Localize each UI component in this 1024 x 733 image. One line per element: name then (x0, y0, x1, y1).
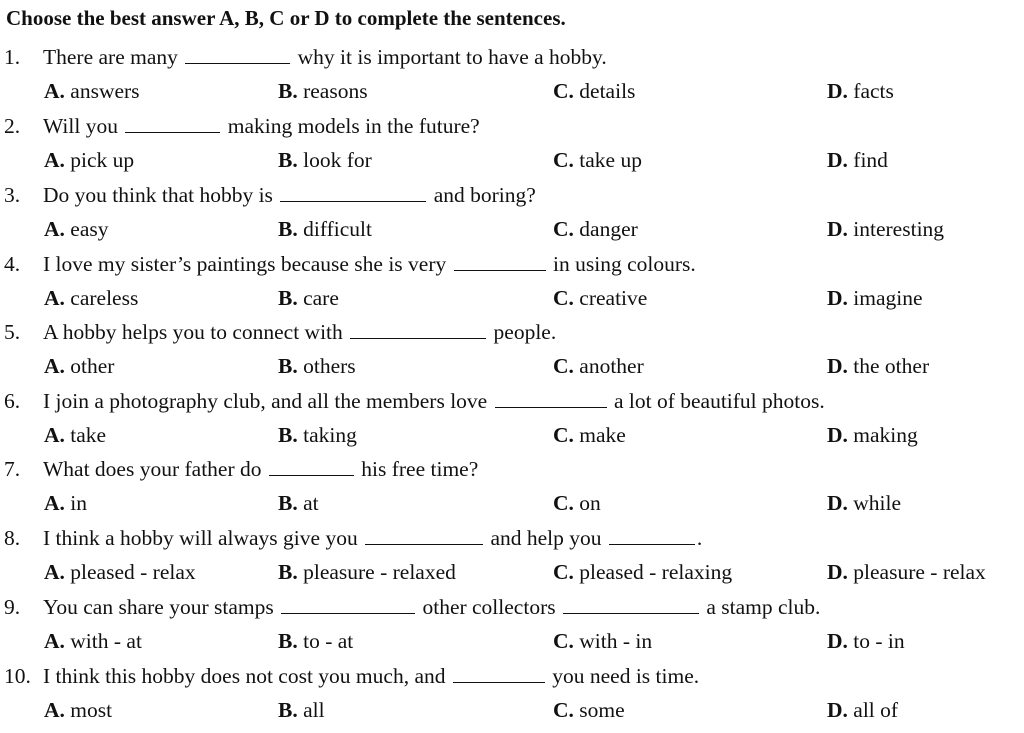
question-text (43, 109, 480, 143)
option-text: some (573, 698, 625, 722)
option-text: other (64, 354, 115, 378)
option-letter: A. (44, 491, 65, 515)
option-b (278, 418, 357, 452)
question-number: 6. (4, 389, 21, 413)
option-letter: A. (44, 148, 65, 172)
question-text-part: I love my sister’s paintings because she is very (43, 252, 452, 276)
option-c (553, 281, 647, 315)
option-c (553, 624, 652, 658)
option-c (553, 74, 635, 108)
question-text-part: Do you think that hobby is (43, 183, 279, 207)
question-number: 8. (4, 526, 21, 550)
option-letter: C. (553, 148, 574, 172)
answer-blank (453, 681, 545, 683)
option-letter: B. (278, 423, 298, 447)
option-d (827, 143, 888, 177)
option-text: interesting (847, 217, 945, 241)
question-number: 2. (4, 114, 21, 138)
question-text (43, 384, 825, 418)
option-text: difficult (297, 217, 372, 241)
option-letter: D. (827, 79, 848, 103)
question-text-part: and help you (485, 526, 607, 550)
option-letter: B. (278, 79, 298, 103)
question-text-part: You can share your stamps (43, 595, 280, 619)
option-text: to - at (297, 629, 354, 653)
answer-blank (454, 269, 546, 271)
option-b (278, 555, 456, 589)
option-a (44, 212, 108, 246)
question-number: 9. (4, 595, 21, 619)
option-letter: A. (44, 217, 65, 241)
option-letter: D. (827, 423, 848, 447)
option-c (553, 693, 625, 727)
question-text (43, 40, 607, 74)
question-number: 7. (4, 457, 21, 481)
option-letter: A. (44, 698, 65, 722)
option-text: pleasure - relaxed (297, 560, 456, 584)
option-d (827, 418, 918, 452)
option-c (553, 143, 642, 177)
option-text: with - at (64, 629, 142, 653)
option-text: with - in (573, 629, 653, 653)
answer-blank (185, 62, 290, 64)
option-b (278, 693, 325, 727)
question-text (43, 315, 556, 349)
option-text: making (847, 423, 918, 447)
answer-blank (125, 131, 220, 133)
option-d (827, 555, 986, 589)
question-text-part: people. (488, 320, 557, 344)
option-text: answers (64, 79, 140, 103)
option-a (44, 555, 196, 589)
option-b (278, 624, 353, 658)
option-text: care (297, 286, 339, 310)
option-letter: A. (44, 423, 65, 447)
answer-blank (365, 543, 483, 545)
question-text (43, 590, 820, 624)
option-text: danger (573, 217, 638, 241)
option-letter: C. (553, 217, 574, 241)
option-a (44, 74, 140, 108)
option-letter: C. (553, 698, 574, 722)
answer-blank (609, 543, 695, 545)
option-letter: D. (827, 491, 848, 515)
option-letter: B. (278, 560, 298, 584)
option-letter: C. (553, 491, 574, 515)
option-text: others (297, 354, 356, 378)
option-b (278, 486, 319, 520)
option-c (553, 418, 626, 452)
option-text: details (573, 79, 636, 103)
option-text: careless (64, 286, 139, 310)
option-letter: A. (44, 79, 65, 103)
question-text-part: a stamp club. (700, 595, 821, 619)
question-text-part: a lot of beautiful photos. (608, 389, 825, 413)
option-letter: D. (827, 148, 848, 172)
option-text: the other (847, 354, 930, 378)
question-text-part: Will you (43, 114, 124, 138)
option-letter: C. (553, 560, 574, 584)
question-text-part: What does your father do (43, 457, 267, 481)
question-text-part: other collectors (417, 595, 561, 619)
option-text: taking (297, 423, 357, 447)
question-number: 10. (4, 664, 31, 688)
option-letter: B. (278, 629, 298, 653)
question-text (43, 659, 699, 693)
option-c (553, 349, 644, 383)
option-text: all (297, 698, 325, 722)
option-a (44, 486, 87, 520)
question-number: 5. (4, 320, 21, 344)
option-d (827, 624, 905, 658)
option-c (553, 486, 601, 520)
option-letter: C. (553, 79, 574, 103)
option-letter: B. (278, 286, 298, 310)
question-text-part: There are many (43, 45, 184, 69)
option-text: while (847, 491, 902, 515)
option-text: pleased - relaxing (573, 560, 733, 584)
question-text-part: why it is important to have a hobby. (292, 45, 607, 69)
option-text: find (847, 148, 888, 172)
option-b (278, 74, 368, 108)
option-d (827, 693, 898, 727)
option-letter: D. (827, 698, 848, 722)
question-text-part: making models in the future? (222, 114, 480, 138)
option-a (44, 693, 112, 727)
option-text: make (573, 423, 626, 447)
option-letter: C. (553, 629, 574, 653)
option-text: all of (847, 698, 899, 722)
option-text: at (297, 491, 319, 515)
option-letter: D. (827, 629, 848, 653)
option-b (278, 143, 372, 177)
question-number: 1. (4, 45, 21, 69)
option-c (553, 212, 638, 246)
option-text: imagine (847, 286, 923, 310)
option-letter: D. (827, 217, 848, 241)
option-b (278, 212, 372, 246)
option-letter: B. (278, 217, 298, 241)
worksheet-title: Choose the best answer A, B, C or D to complete the sentences. (6, 6, 566, 30)
option-d (827, 349, 929, 383)
question-text (43, 452, 478, 486)
option-letter: A. (44, 560, 65, 584)
option-letter: B. (278, 354, 298, 378)
question-text-part: I think this hobby does not cost you much, and (43, 664, 451, 688)
option-text: creative (573, 286, 648, 310)
question-text-part: I think a hobby will always give you (43, 526, 364, 550)
option-d (827, 212, 944, 246)
option-text: easy (64, 217, 109, 241)
option-letter: C. (553, 423, 574, 447)
option-text: look for (297, 148, 372, 172)
question-text-part: . (696, 526, 703, 550)
option-letter: A. (44, 286, 65, 310)
option-text: in (64, 491, 88, 515)
option-c (553, 555, 732, 589)
option-text: on (573, 491, 601, 515)
option-letter: B. (278, 148, 298, 172)
option-text: pick up (64, 148, 135, 172)
option-text: another (573, 354, 644, 378)
question-text-part: and boring? (428, 183, 536, 207)
answer-blank (350, 337, 486, 339)
question-text-part: I join a photography club, and all the members love (43, 389, 493, 413)
option-letter: B. (278, 491, 298, 515)
answer-blank (563, 612, 699, 614)
option-letter: A. (44, 629, 65, 653)
option-text: most (64, 698, 113, 722)
option-a (44, 418, 106, 452)
option-text: take up (573, 148, 642, 172)
question-text-part: in using colours. (547, 252, 696, 276)
option-text: to - in (847, 629, 905, 653)
option-letter: A. (44, 354, 65, 378)
option-letter: C. (553, 286, 574, 310)
answer-blank (269, 474, 354, 476)
option-d (827, 74, 894, 108)
option-text: pleasure - relax (847, 560, 986, 584)
option-letter: C. (553, 354, 574, 378)
option-text: take (64, 423, 107, 447)
question-text (43, 521, 702, 555)
option-a (44, 349, 114, 383)
option-text: pleased - relax (64, 560, 196, 584)
question-text-part: you need is time. (546, 664, 700, 688)
option-d (827, 486, 901, 520)
option-letter: B. (278, 698, 298, 722)
option-a (44, 624, 142, 658)
question-text (43, 178, 536, 212)
option-text: reasons (297, 79, 368, 103)
question-text (43, 247, 696, 281)
option-d (827, 281, 923, 315)
answer-blank (281, 612, 415, 614)
option-letter: D. (827, 354, 848, 378)
question-number: 4. (4, 252, 21, 276)
option-letter: D. (827, 286, 848, 310)
option-b (278, 281, 339, 315)
question-number: 3. (4, 183, 21, 207)
option-a (44, 281, 138, 315)
option-letter: D. (827, 560, 848, 584)
option-b (278, 349, 356, 383)
answer-blank (495, 406, 607, 408)
option-a (44, 143, 134, 177)
question-text-part: A hobby helps you to connect with (43, 320, 349, 344)
answer-blank (280, 200, 426, 202)
question-text-part: his free time? (355, 457, 479, 481)
option-text: facts (847, 79, 894, 103)
